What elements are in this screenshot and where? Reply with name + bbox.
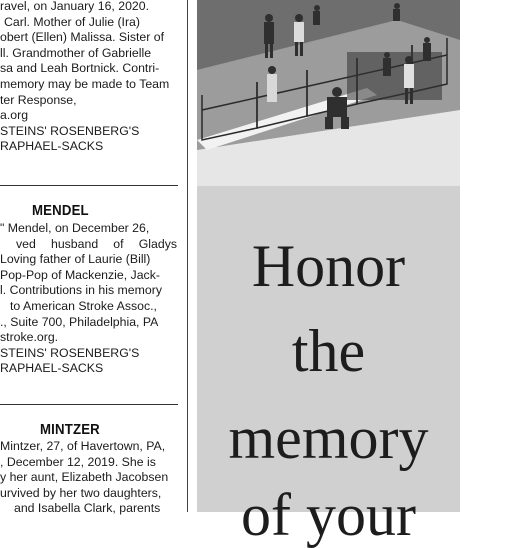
- ad-headline-line: memory: [228, 405, 429, 471]
- obituary-line: y her aunt, Elizabeth Jacobsen: [0, 470, 169, 485]
- obituary-line: memory may be made to Team: [0, 76, 170, 91]
- page-margin: [460, 0, 512, 512]
- obituary-line: ved husband of Gladys: [16, 236, 177, 251]
- section-divider: [0, 404, 178, 405]
- obituary-body: [0, 439, 168, 517]
- obituary-line: obert (Ellen) Malissa. Sister of: [0, 30, 165, 45]
- section-divider: [0, 185, 178, 186]
- obituary-line: l. Contributions in his memory: [0, 283, 162, 298]
- obituary-column: [0, 0, 190, 516]
- obituary-line: RAPHAEL-SACKS: [0, 361, 104, 376]
- obituary-line: a.org: [0, 108, 29, 123]
- obituary-line: , December 12, 2019. She is: [0, 454, 156, 469]
- obituary-line: Carl. Mother of Julie (Ira): [4, 14, 140, 29]
- obituary-line: sa and Leah Bortnick. Contri-: [0, 61, 160, 76]
- obituary-line: Loving father of Laurie (Bill): [0, 252, 151, 267]
- ad-headline-line: Honor: [251, 233, 406, 299]
- obituary-heading-mendel: MENDEL: [32, 202, 89, 219]
- obituary-line: urvived by her two daughters,: [0, 485, 162, 500]
- column-divider: [187, 0, 188, 512]
- obituary-line: " Mendel, on December 26,: [0, 221, 150, 235]
- obituary-line: Mintzer, 27, of Havertown, PA,: [0, 439, 166, 453]
- crowd-photo: [197, 0, 460, 186]
- obituary-line: STEINS' ROSENBERG'S: [0, 123, 140, 138]
- obituary-line: ravel, on January 16, 2020.: [0, 0, 150, 13]
- obituary-line: STEINS' ROSENBERG'S: [0, 345, 140, 360]
- obituary-line: ., Suite 700, Philadelphia, PA: [0, 314, 159, 329]
- obituary-line: RAPHAEL-SACKS: [0, 139, 104, 154]
- obituary-line: Pop-Pop of Mackenzie, Jack-: [0, 267, 160, 282]
- ad-headline-line: of your: [241, 482, 416, 548]
- memorial-ad-panel: [197, 186, 460, 548]
- obituary-line: to American Stroke Assoc.,: [10, 298, 157, 313]
- ad-headline-line: the: [291, 318, 366, 384]
- obituary-heading-mintzer: MINTZER: [40, 421, 100, 438]
- obituary-line: ter Response,: [0, 92, 77, 107]
- obituary-line: stroke.org.: [0, 330, 59, 345]
- obituary-body: [0, 221, 177, 377]
- obituary-body: [0, 0, 169, 155]
- obituary-line: ll. Grandmother of Gabrielle: [0, 45, 152, 60]
- obituary-line: and Isabella Clark, parents: [14, 501, 161, 516]
